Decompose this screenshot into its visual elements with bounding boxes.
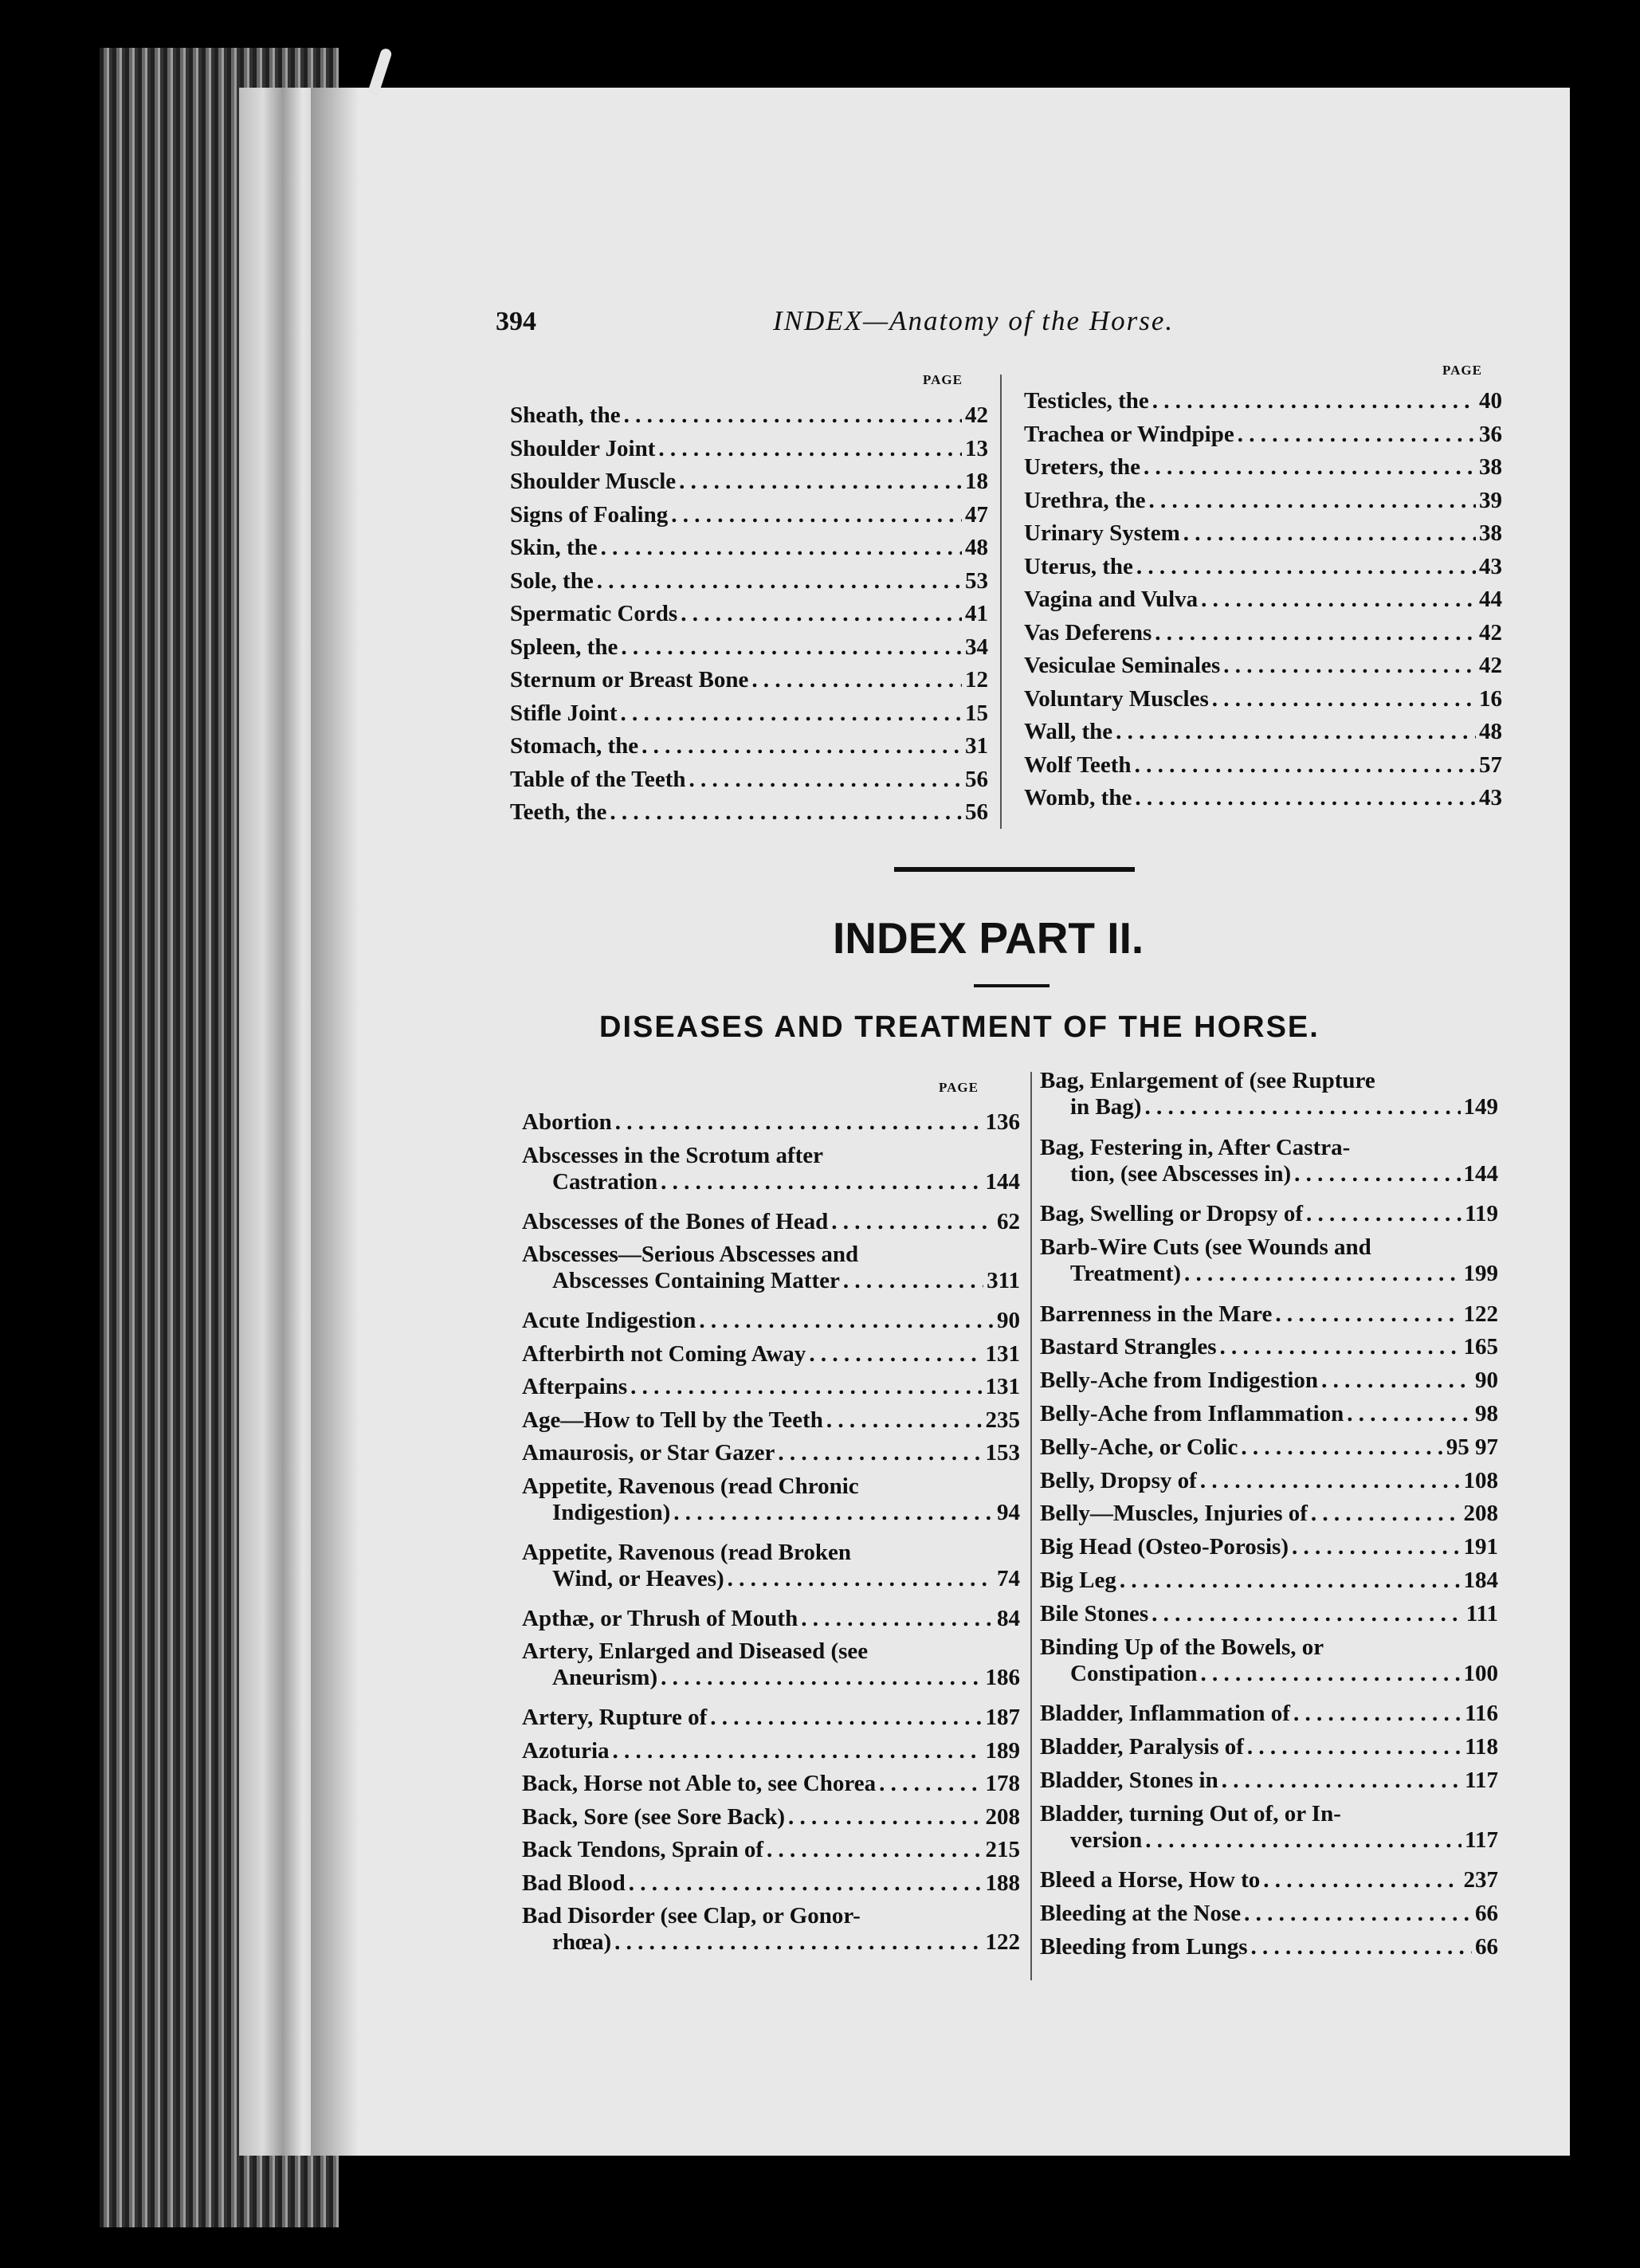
entry-label: Big Head (Osteo-Porosis) xyxy=(1040,1534,1289,1560)
dot-leader xyxy=(1200,1468,1461,1494)
entry-page-number: 38 xyxy=(1479,520,1502,546)
entry-label: Abscesses of the Bones of Head xyxy=(522,1208,829,1234)
dot-leader xyxy=(1155,620,1476,646)
dot-leader xyxy=(831,1209,994,1235)
dot-leader xyxy=(1201,587,1476,613)
page-edges-inner xyxy=(239,88,319,2156)
entry-label: Stifle Joint xyxy=(510,700,618,726)
entry-label: tion, (see Abscesses in) xyxy=(1070,1160,1292,1187)
index-entry xyxy=(1040,1568,1498,1594)
part-title: INDEX PART II. xyxy=(833,913,1144,963)
index-entry xyxy=(522,1374,1020,1400)
entry-page-number: 66 xyxy=(1475,1933,1498,1960)
entry-label: Age—How to Tell by the Teeth xyxy=(522,1407,823,1433)
entry-page-number: 136 xyxy=(985,1109,1020,1135)
entry-page-number: 98 xyxy=(1475,1401,1498,1426)
index-entry xyxy=(1040,1734,1498,1760)
index-entry xyxy=(510,767,988,793)
entry-page-number: 94 xyxy=(997,1499,1020,1525)
dot-leader xyxy=(1144,1094,1460,1120)
entry-page-number: 90 xyxy=(997,1308,1020,1333)
dot-leader xyxy=(658,436,962,462)
part1-column-rule xyxy=(1000,375,1002,829)
index-entry xyxy=(1024,719,1502,745)
entry-label: Abscesses—Serious Abscesses and xyxy=(522,1242,859,1267)
dot-leader xyxy=(621,700,962,727)
index-entry xyxy=(1024,686,1502,712)
entry-page-number: 42 xyxy=(1479,653,1502,678)
index-entry xyxy=(522,1738,1020,1764)
index-entry xyxy=(510,799,988,826)
dot-leader xyxy=(1223,653,1476,679)
index-entry xyxy=(1040,1867,1498,1893)
entry-label: Appetite, Ravenous (read Chronic xyxy=(522,1473,859,1499)
dot-leader xyxy=(1136,554,1476,580)
entry-label: Bag, Swelling or Dropsy of xyxy=(1040,1201,1304,1227)
entry-label: Afterbirth not Coming Away xyxy=(522,1340,806,1367)
dot-leader xyxy=(843,1268,983,1294)
entry-label: Artery, Enlarged and Diseased (see xyxy=(522,1638,869,1664)
entry-page-number: 74 xyxy=(997,1565,1020,1591)
dot-leader xyxy=(679,469,962,495)
page-number: 394 xyxy=(496,307,536,336)
entry-label: Constipation xyxy=(1070,1660,1198,1686)
entry-page-number: 165 xyxy=(1463,1334,1498,1360)
entry-page-number: 184 xyxy=(1463,1568,1498,1593)
index-entry xyxy=(522,1638,1020,1691)
entry-page-number: 111 xyxy=(1465,1600,1498,1626)
entry-label: Wolf Teeth xyxy=(1024,751,1132,778)
dot-leader xyxy=(1311,1501,1461,1527)
entry-page-number: 149 xyxy=(1463,1094,1498,1120)
dot-leader xyxy=(624,402,962,429)
dot-leader xyxy=(1241,1434,1442,1461)
entry-label: Table of the Teeth xyxy=(510,766,686,792)
entry-label: Bag, Festering in, After Castra- xyxy=(1040,1134,1351,1160)
entry-page-number: 13 xyxy=(965,435,988,461)
entry-page-number: 199 xyxy=(1463,1261,1498,1286)
index-entry xyxy=(522,1209,1020,1235)
entry-label: Shoulder Muscle xyxy=(510,469,677,494)
entry-page-number: 56 xyxy=(965,766,988,792)
entry-page-number: 95 97 xyxy=(1446,1434,1498,1460)
entry-page-number: 53 xyxy=(965,567,988,594)
index-entry xyxy=(510,634,988,661)
entry-label: Bastard Strangles xyxy=(1040,1334,1217,1360)
part2-column-rule xyxy=(1030,1072,1032,1980)
dot-leader xyxy=(1347,1401,1472,1427)
entry-page-number: 47 xyxy=(965,501,988,528)
entry-page-number: 122 xyxy=(1463,1301,1498,1327)
dot-leader xyxy=(641,733,962,759)
entry-label: Trachea or Windpipe xyxy=(1024,421,1234,447)
index-entry xyxy=(510,601,988,627)
index-entry xyxy=(522,1705,1020,1731)
entry-page-number: 38 xyxy=(1479,454,1502,480)
entry-page-number: 208 xyxy=(985,1803,1020,1830)
dot-leader xyxy=(1148,488,1476,514)
dot-leader xyxy=(1152,1601,1463,1627)
index-entry xyxy=(522,1540,1020,1592)
entry-label: Appetite, Ravenous (read Broken xyxy=(522,1539,851,1565)
index-entry xyxy=(510,667,988,693)
index-entry xyxy=(522,1308,1020,1334)
dot-leader xyxy=(629,1870,983,1897)
dot-leader xyxy=(1135,785,1476,811)
dot-leader xyxy=(621,634,962,661)
entry-label: Signs of Foaling xyxy=(510,501,669,528)
index-entry xyxy=(522,1109,1020,1136)
index-entry xyxy=(1024,785,1502,811)
index-entry xyxy=(1040,1534,1498,1560)
part1-left-page-header: PAGE xyxy=(923,372,963,387)
dot-leader xyxy=(1306,1201,1461,1227)
dot-leader xyxy=(801,1606,994,1632)
index-entry xyxy=(510,535,988,561)
dot-leader xyxy=(610,799,962,826)
dot-leader xyxy=(699,1308,994,1334)
index-entry xyxy=(1040,1434,1498,1461)
entry-label: Teeth, the xyxy=(510,799,607,825)
index-entry xyxy=(522,1606,1020,1632)
entry-label: rhœa) xyxy=(552,1929,612,1955)
entry-label: Binding Up of the Bowels, or xyxy=(1040,1634,1324,1660)
dot-leader xyxy=(1294,1161,1460,1187)
entry-page-number: 215 xyxy=(985,1837,1020,1862)
entry-label: Barb-Wire Cuts (see Wounds and xyxy=(1040,1234,1371,1260)
entry-page-number: 56 xyxy=(965,799,988,825)
index-entry xyxy=(1024,620,1502,646)
index-entry xyxy=(1040,1901,1498,1927)
index-entry xyxy=(510,733,988,759)
dot-leader xyxy=(1145,1827,1461,1854)
index-entry xyxy=(1024,454,1502,481)
dot-leader xyxy=(671,502,962,528)
dot-leader xyxy=(1293,1701,1461,1727)
entry-page-number: 66 xyxy=(1475,1901,1498,1926)
index-entry xyxy=(1024,388,1502,414)
entry-label: Testicles, the xyxy=(1024,388,1149,414)
entry-label: Womb, the xyxy=(1024,785,1132,810)
dot-leader xyxy=(826,1407,983,1434)
index-entry xyxy=(1040,1367,1498,1394)
dot-leader xyxy=(1244,1901,1472,1927)
index-entry xyxy=(1040,1301,1498,1328)
entry-page-number: 131 xyxy=(985,1340,1020,1367)
dot-leader xyxy=(689,767,963,793)
index-entry xyxy=(1040,1234,1498,1287)
entry-label: Bad Disorder (see Clap, or Gonor- xyxy=(522,1903,861,1929)
dot-leader xyxy=(1220,1334,1461,1360)
entry-label: Sole, the xyxy=(510,567,594,594)
dot-leader xyxy=(778,1440,982,1466)
entry-page-number: 187 xyxy=(985,1705,1020,1730)
dot-leader xyxy=(1152,388,1476,414)
dot-leader xyxy=(1184,1261,1460,1287)
entry-label: Abscesses in the Scrotum after xyxy=(522,1142,824,1168)
index-entry xyxy=(522,1870,1020,1897)
dot-leader xyxy=(1321,1367,1472,1394)
entry-label: Afterpains xyxy=(522,1374,628,1399)
index-entry xyxy=(1024,653,1502,679)
entry-page-number: 100 xyxy=(1463,1660,1498,1686)
dot-leader xyxy=(879,1771,982,1797)
entry-label: Bladder, turning Out of, or In- xyxy=(1040,1800,1341,1827)
dot-leader xyxy=(1222,1768,1461,1794)
entry-page-number: 41 xyxy=(965,601,988,626)
entry-label: Amaurosis, or Star Gazer xyxy=(522,1440,775,1466)
index-entry xyxy=(522,1771,1020,1797)
index-entry xyxy=(1040,1768,1498,1794)
entry-label: in Bag) xyxy=(1070,1094,1142,1120)
entry-label: Wind, or Heaves) xyxy=(552,1565,724,1591)
index-entry xyxy=(1040,1068,1498,1120)
index-entry xyxy=(522,1804,1020,1830)
dot-leader xyxy=(1263,1867,1460,1893)
dot-leader xyxy=(751,667,962,693)
dot-leader xyxy=(728,1566,994,1592)
entry-label: Apthæ, or Thrush of Mouth xyxy=(522,1605,798,1631)
dot-leader xyxy=(1201,1661,1461,1687)
index-entry xyxy=(1040,1634,1498,1687)
entry-label: Big Leg xyxy=(1040,1568,1116,1593)
entry-page-number: 16 xyxy=(1479,685,1502,712)
index-entry xyxy=(510,700,988,727)
entry-page-number: 31 xyxy=(965,733,988,759)
entry-label: Spermatic Cords xyxy=(510,601,678,626)
entry-page-number: 189 xyxy=(985,1737,1020,1764)
entry-label: Bile Stones xyxy=(1040,1600,1149,1626)
index-entry xyxy=(1024,520,1502,547)
entry-page-number: 15 xyxy=(965,700,988,726)
entry-page-number: 144 xyxy=(985,1168,1020,1195)
entry-page-number: 191 xyxy=(1463,1534,1498,1560)
dot-leader xyxy=(1183,520,1476,547)
entry-page-number: 43 xyxy=(1479,553,1502,579)
dot-leader xyxy=(1120,1568,1461,1594)
entry-page-number: 117 xyxy=(1465,1767,1498,1793)
section-divider xyxy=(894,867,1135,872)
entry-label: Back, Horse not Able to, see Chorea xyxy=(522,1771,877,1796)
entry-label: Ureters, the xyxy=(1024,454,1141,480)
entry-page-number: 90 xyxy=(1475,1367,1498,1394)
entry-page-number: 39 xyxy=(1479,487,1502,513)
index-entry xyxy=(1040,1401,1498,1427)
entry-page-number: 311 xyxy=(987,1268,1020,1293)
dot-leader xyxy=(1135,752,1476,779)
index-entry xyxy=(1024,587,1502,613)
entry-page-number: 153 xyxy=(985,1440,1020,1466)
entry-page-number: 44 xyxy=(1479,587,1502,612)
index-entry xyxy=(1040,1934,1498,1960)
dot-leader xyxy=(1116,719,1476,745)
entry-page-number: 62 xyxy=(997,1208,1020,1234)
entry-label: Abortion xyxy=(522,1109,612,1135)
dot-leader xyxy=(710,1705,982,1731)
dot-leader xyxy=(613,1738,983,1764)
entry-page-number: 42 xyxy=(1479,619,1502,645)
entry-page-number: 57 xyxy=(1479,751,1502,778)
entry-label: Shoulder Joint xyxy=(510,435,656,461)
running-head: INDEX—Anatomy of the Horse. xyxy=(773,305,1175,336)
entry-page-number: 122 xyxy=(985,1929,1020,1955)
entry-label: Artery, Rupture of xyxy=(522,1705,708,1730)
entry-label: Bladder, Paralysis of xyxy=(1040,1734,1244,1760)
entry-label: Azoturia xyxy=(522,1737,610,1764)
dot-leader xyxy=(1292,1534,1461,1560)
dot-leader xyxy=(661,1169,982,1195)
dot-leader xyxy=(1251,1934,1472,1960)
entry-page-number: 18 xyxy=(965,469,988,494)
entry-page-number: 118 xyxy=(1465,1734,1498,1760)
entry-page-number: 43 xyxy=(1479,785,1502,810)
part2-page-header: PAGE xyxy=(939,1080,979,1095)
index-entry xyxy=(1040,1135,1498,1187)
entry-page-number: 116 xyxy=(1465,1701,1498,1727)
title-divider xyxy=(974,984,1050,987)
index-entry xyxy=(522,1143,1020,1195)
dot-leader xyxy=(661,1665,982,1691)
dot-leader xyxy=(1275,1301,1460,1328)
entry-label: version xyxy=(1070,1827,1143,1853)
entry-page-number: 36 xyxy=(1479,421,1502,447)
entry-label: Belly-Ache from Inflammation xyxy=(1040,1401,1344,1426)
entry-label: Bleed a Horse, How to xyxy=(1040,1867,1261,1893)
entry-label: Abscesses Containing Matter xyxy=(552,1268,840,1293)
entry-page-number: 235 xyxy=(985,1407,1020,1433)
dot-leader xyxy=(614,1929,982,1956)
entry-page-number: 208 xyxy=(1463,1501,1498,1527)
dot-leader xyxy=(630,1374,982,1400)
entry-label: Back, Sore (see Sore Back) xyxy=(522,1803,785,1830)
entry-page-number: 84 xyxy=(997,1605,1020,1631)
entry-label: Bag, Enlargement of (see Rupture xyxy=(1040,1068,1375,1093)
entry-label: Urinary System xyxy=(1024,520,1180,546)
index-entry xyxy=(1040,1801,1498,1854)
index-entry xyxy=(522,1242,1020,1294)
entry-label: Bleeding from Lungs xyxy=(1040,1933,1248,1960)
entry-label: Belly—Muscles, Injuries of xyxy=(1040,1501,1308,1527)
index-entry xyxy=(510,568,988,594)
index-entry xyxy=(522,1473,1020,1526)
dot-leader xyxy=(601,535,962,561)
entry-label: Belly-Ache from Indigestion xyxy=(1040,1367,1319,1394)
entry-page-number: 108 xyxy=(1463,1467,1498,1493)
entry-label: Belly, Dropsy of xyxy=(1040,1467,1197,1493)
entry-label: Vas Deferens xyxy=(1024,619,1152,645)
index-entry xyxy=(522,1440,1020,1466)
entry-label: Vesiculae Seminales xyxy=(1024,653,1221,678)
dot-leader xyxy=(1247,1734,1461,1760)
part1-right-page-header: PAGE xyxy=(1442,363,1482,378)
part-subtitle: DISEASES AND TREATMENT OF THE HORSE. xyxy=(599,1010,1320,1044)
entry-page-number: 144 xyxy=(1463,1160,1498,1187)
dot-leader xyxy=(788,1804,983,1830)
index-entry xyxy=(1040,1201,1498,1227)
entry-label: Indigestion) xyxy=(552,1499,671,1525)
entry-label: Acute Indigestion xyxy=(522,1308,696,1333)
index-entry xyxy=(522,1407,1020,1434)
entry-page-number: 12 xyxy=(965,667,988,693)
gutter-shadow xyxy=(311,88,359,2156)
entry-page-number: 48 xyxy=(965,535,988,560)
entry-label: Bad Blood xyxy=(522,1870,626,1896)
entry-page-number: 237 xyxy=(1463,1867,1498,1893)
entry-label: Spleen, the xyxy=(510,634,618,660)
entry-label: Skin, the xyxy=(510,535,598,560)
entry-page-number: 188 xyxy=(985,1870,1020,1896)
entry-page-number: 34 xyxy=(965,634,988,660)
entry-page-number: 119 xyxy=(1465,1201,1498,1227)
entry-label: Vagina and Vulva xyxy=(1024,587,1199,612)
dot-leader xyxy=(1144,454,1476,481)
index-entry xyxy=(510,469,988,495)
entry-label: Stomach, the xyxy=(510,733,639,759)
index-entry xyxy=(522,1903,1020,1956)
entry-label: Sheath, the xyxy=(510,402,621,428)
entry-page-number: 117 xyxy=(1465,1827,1498,1853)
index-entry xyxy=(1040,1601,1498,1627)
entry-page-number: 40 xyxy=(1479,388,1502,414)
dot-leader xyxy=(597,568,962,594)
entry-page-number: 178 xyxy=(985,1771,1020,1796)
index-entry xyxy=(522,1341,1020,1367)
dot-leader xyxy=(1212,686,1476,712)
dot-leader xyxy=(615,1109,983,1136)
entry-label: Uterus, the xyxy=(1024,553,1133,579)
index-entry xyxy=(522,1837,1020,1863)
entry-label: Aneurism) xyxy=(552,1665,658,1690)
entry-label: Back Tendons, Sprain of xyxy=(522,1837,764,1862)
dot-leader xyxy=(681,601,962,627)
index-entry xyxy=(1040,1468,1498,1494)
index-entry xyxy=(1024,752,1502,779)
index-entry xyxy=(1040,1701,1498,1727)
entry-label: Bladder, Inflammation of xyxy=(1040,1701,1290,1727)
entry-label: Voluntary Muscles xyxy=(1024,685,1209,712)
entry-label: Bleeding at the Nose xyxy=(1040,1901,1242,1926)
entry-page-number: 131 xyxy=(985,1374,1020,1399)
entry-label: Treatment) xyxy=(1070,1261,1182,1286)
entry-page-number: 48 xyxy=(1479,719,1502,744)
index-entry xyxy=(1024,488,1502,514)
index-entry xyxy=(510,502,988,528)
entry-label: Bladder, Stones in xyxy=(1040,1767,1218,1793)
index-entry xyxy=(510,436,988,462)
entry-label: Castration xyxy=(552,1168,658,1195)
index-entry xyxy=(1040,1501,1498,1527)
entry-page-number: 42 xyxy=(965,402,988,428)
entry-label: Barrenness in the Mare xyxy=(1040,1301,1273,1327)
dot-leader xyxy=(767,1837,982,1863)
entry-label: Urethra, the xyxy=(1024,487,1146,513)
index-entry xyxy=(1024,422,1502,448)
dot-leader xyxy=(809,1341,982,1367)
index-entry xyxy=(1024,554,1502,580)
dot-leader xyxy=(1238,422,1476,448)
entry-label: Wall, the xyxy=(1024,719,1113,744)
entry-label: Sternum or Breast Bone xyxy=(510,667,749,693)
entry-label: Belly-Ache, or Colic xyxy=(1040,1434,1238,1460)
index-entry xyxy=(510,402,988,429)
dot-leader xyxy=(673,1500,994,1526)
index-entry xyxy=(1040,1334,1498,1360)
entry-page-number: 186 xyxy=(985,1665,1020,1690)
